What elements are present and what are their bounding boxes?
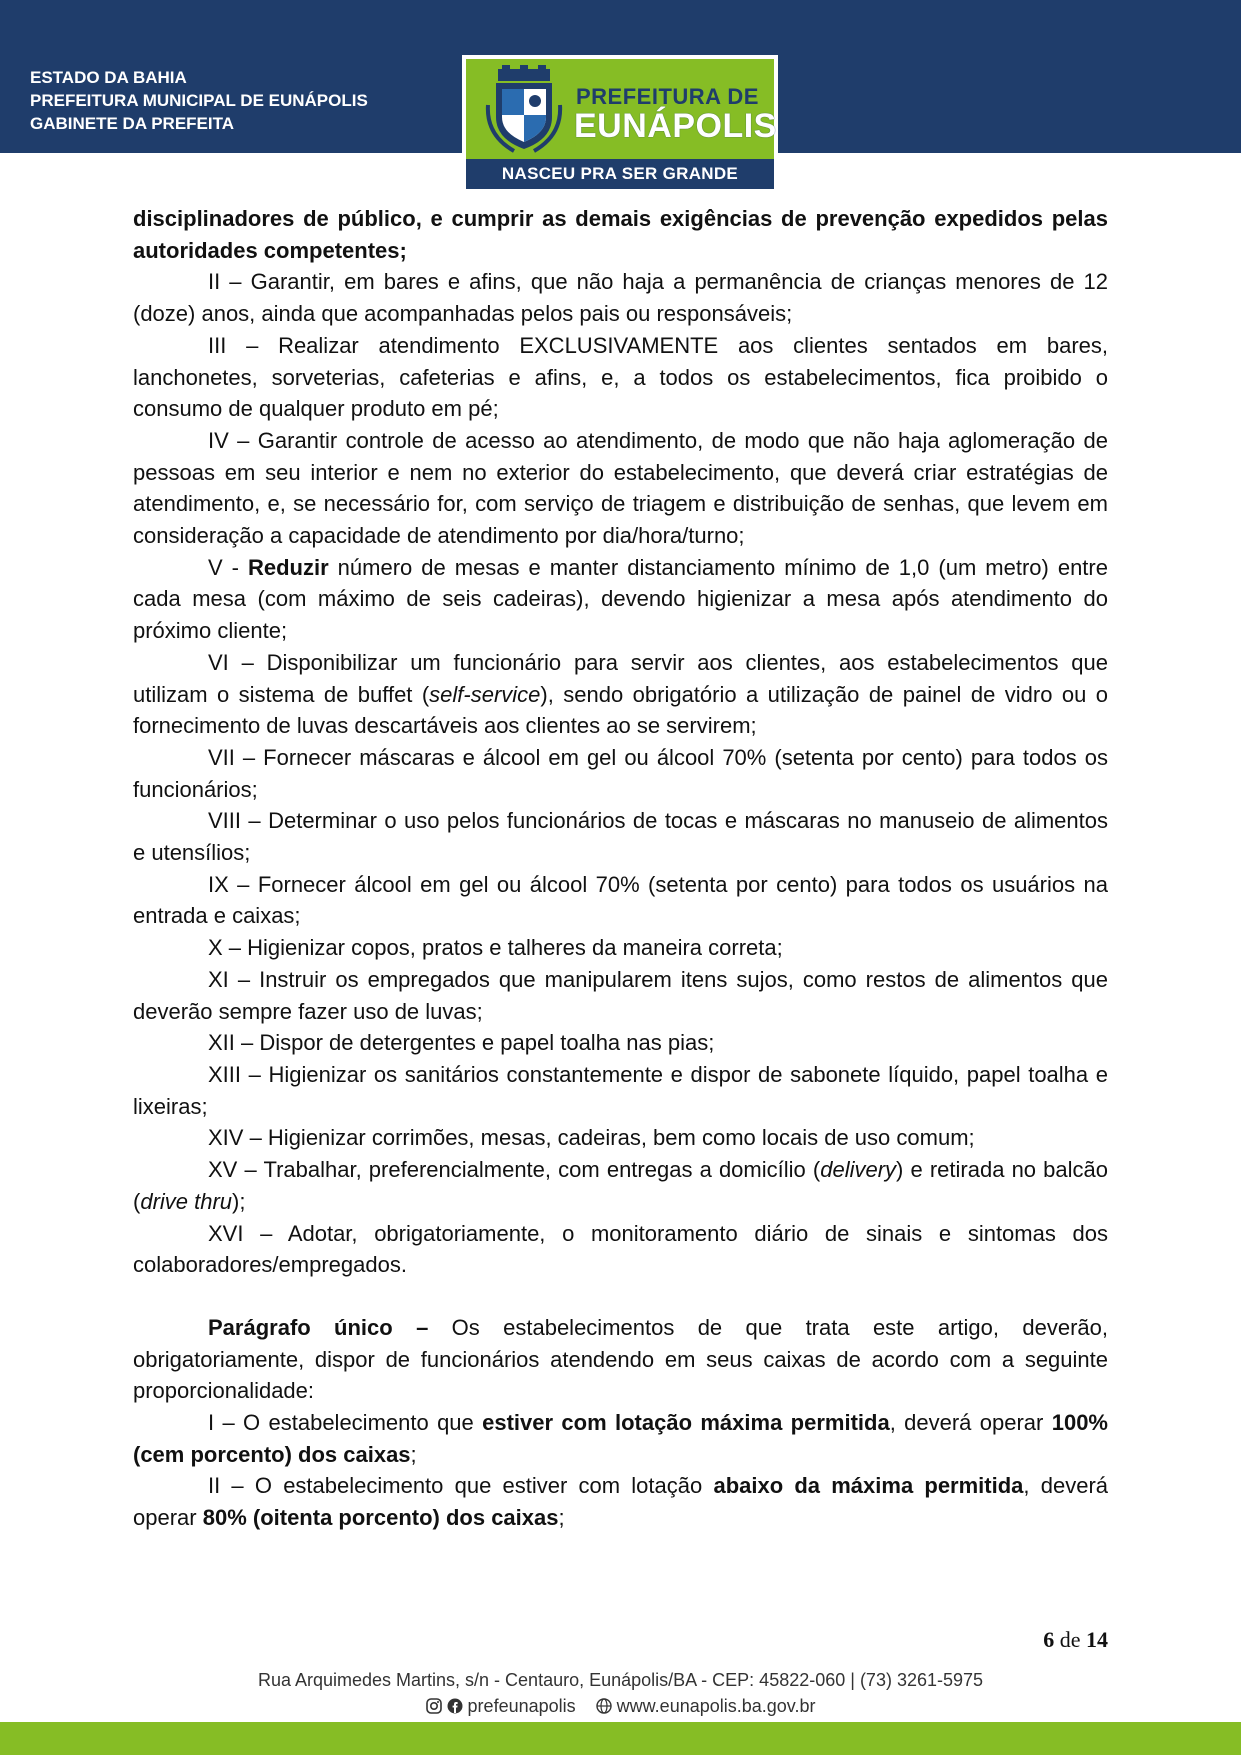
item-x: X – Higienizar copos, pratos e talheres da maneira correta; (208, 935, 783, 961)
logo-title-city: EUNÁPOLIS (574, 107, 777, 145)
item-xiv: XIV – Higienizar corrimões, mesas, cadeiras, bem como locais de uso comum; (208, 1125, 975, 1151)
footer-address: Rua Arquimedes Martins, s/n - Centauro, Eunápolis/BA - CEP: 45822-060 | (73) 3261-5975 (257, 1670, 984, 1690)
instagram-icon (426, 1698, 442, 1714)
item-xvi: XVI – Adotar, obrigatoriamente, o monitoramento diário de sinais e sintomas dos colaboradores/empregados. (133, 1220, 1108, 1278)
item-xi: XI – Instruir os empregados que manipularem itens sujos, como restos de alimentos que deverão sempre fazer uso de luvas; (133, 966, 1108, 1024)
item-vii: VII – Fornecer máscaras e álcool em gel ou álcool 70% (setenta por cento) para todos os funcionários; (133, 744, 1108, 802)
logo-slogan: NASCEU PRA SER GRANDE (466, 159, 774, 189)
municipal-crest-icon (484, 65, 564, 155)
item-xii: XII – Dispor de detergentes e papel toalha nas pias; (208, 1030, 715, 1056)
paragraph-gap (133, 1281, 1108, 1312)
footer-social (0, 1694, 1241, 1718)
item-ii: II – Garantir, em bares e afins, que não haja a permanência de crianças menores de 12 (doze) anos, ainda que acompanhadas pelos pais ou responsáveis; (133, 269, 1108, 327)
page-number: 6 de 14 (1043, 1627, 1108, 1652)
paragraph-continuation: disciplinadores de público, e cumprir as demais exigências de prevenção expedidos pelas autoridades competentes; (133, 206, 1108, 263)
item-xiii: XIII – Higienizar os sanitários constantemente e dispor de sabonete líquido, papel toalha e lixeiras; (133, 1061, 1108, 1119)
item-iii: III – Realizar atendimento EXCLUSIVAMENTE aos clientes sentados em bares, lanchonetes, sorveterias, cafeterias e afins, e, a todos os estabelecimentos, fica proibido o consumo de qualquer produto em pé; (133, 332, 1108, 422)
item-iv: IV – Garantir controle de acesso ao atendimento, de modo que não haja aglomeração de pessoas em seu interior e nem no exterior do estabelecimento, que deverá criar estratégias de atendimento, e, se necessário for, com serviço de triagem e distribuição de senhas, que levem em consideração a capacidade de atendimento por dia/hora/turno; (133, 427, 1108, 549)
header-state: ESTADO DA BAHIA (30, 68, 187, 87)
logo-green-panel (466, 59, 777, 159)
social-handle[interactable]: prefeunapolis (467, 1696, 576, 1716)
logo-title-top: PREFEITURA DE (576, 84, 759, 109)
proportion-item-i: I – O estabelecimento que estiver com lotação máxima permitida, deverá operar 100% (cem porcento) dos caixas; (133, 1410, 1108, 1467)
item-xv: XV – Trabalhar, preferencialmente, com entregas a domicílio (delivery) e retirada no balcão (drive thru); (133, 1157, 1109, 1214)
item-ix: IX – Fornecer álcool em gel ou álcool 70% (setenta por cento) para todos os usuários na entrada e caixas; (133, 871, 1108, 929)
header-municipality: PREFEITURA MUNICIPAL DE EUNÁPOLIS (30, 91, 368, 110)
globe-icon (596, 1698, 612, 1714)
header-office: GABINETE DA PREFEITA (30, 114, 235, 133)
facebook-icon (447, 1698, 463, 1714)
item-viii: VIII – Determinar o uso pelos funcionários de tocas e máscaras no manuseio de alimentos e utensílios; (133, 808, 1108, 866)
item-v: V - Reduzir número de mesas e manter distanciamento mínimo de 1,0 (um metro) entre cada mesa (com máximo de seis cadeiras), devendo higienizar a mesa após atendimento do próximo cliente; (133, 554, 1108, 644)
website-link[interactable]: www.eunapolis.ba.gov.br (616, 1696, 816, 1716)
proportion-item-ii: II – O estabelecimento que estiver com lotação abaixo da máxima permitida, deverá operar 80% (oitenta porcento) dos caixas; (133, 1473, 1109, 1531)
item-vi: VI – Disponibilizar um funcionário para servir aos clientes, aos estabelecimentos que utilizam o sistema de buffet (self-service), sendo obrigatório a utilização de painel de vidro ou o fornecimento de luvas descartáveis aos clientes ao se servirem; (133, 649, 1108, 739)
footer-band (0, 1722, 1241, 1755)
document-body (133, 203, 1108, 1534)
prefeitura-logo (462, 55, 778, 193)
paragrafo-unico: Parágrafo único – Os estabelecimentos de que trata este artigo, deverão, obrigatoriamente, dispor de funcionários atendendo em seus caixas de acordo com a seguinte proporcionalidade: (133, 1314, 1108, 1404)
header-text (30, 66, 368, 135)
